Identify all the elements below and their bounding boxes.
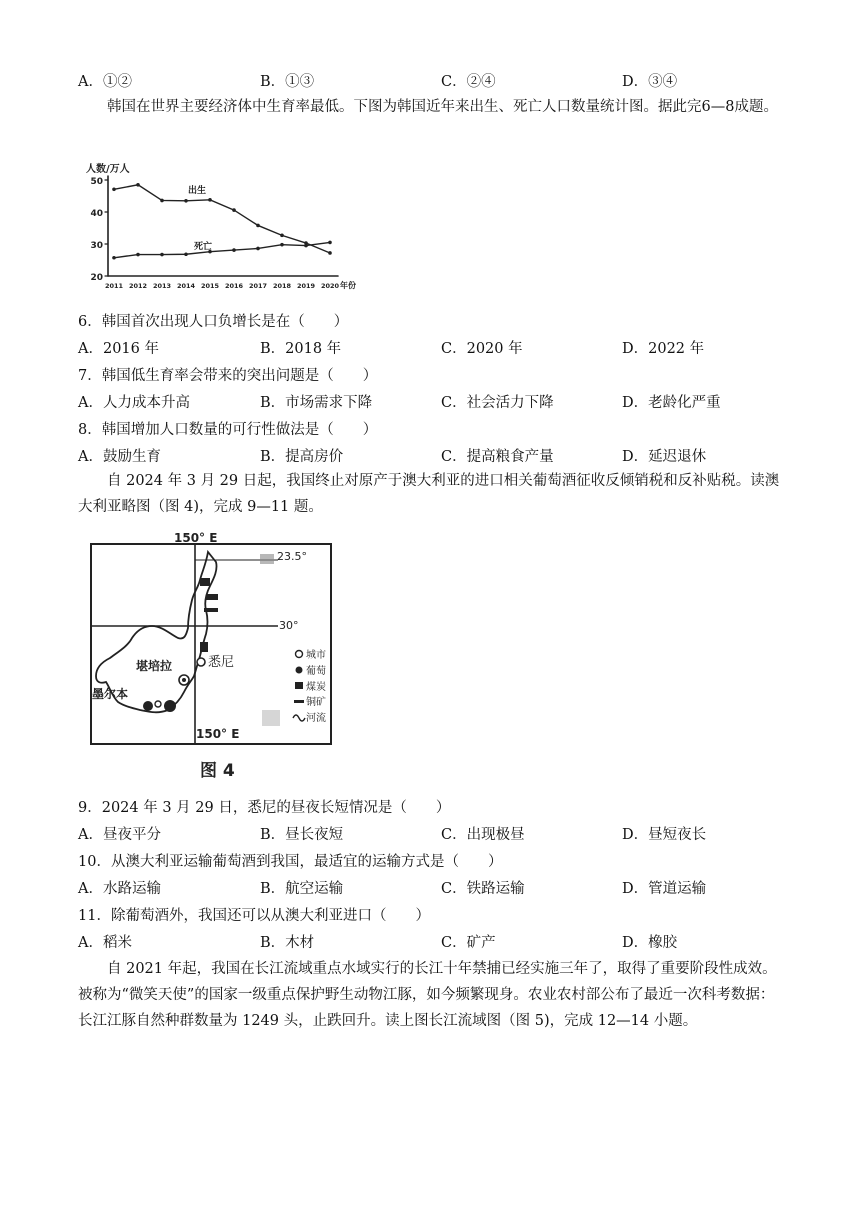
data-point: [184, 252, 188, 256]
q11-option-c: C．矿产: [441, 935, 496, 951]
city-sydney-icon: [197, 658, 205, 666]
x-tick-label: 2017: [248, 282, 268, 290]
data-point: [136, 183, 140, 187]
x-axis-label: 年份: [340, 281, 356, 290]
data-point: [256, 247, 260, 251]
data-point: [112, 187, 116, 191]
q8-option-d: D．延迟退休: [622, 449, 707, 465]
x-tick-label: 2012: [128, 282, 148, 290]
series-label-birth: 出生: [188, 185, 207, 196]
data-point: [232, 208, 236, 212]
q9-option-d: D．昼短夜长: [622, 827, 707, 843]
label-lat-mid: 30°: [279, 619, 299, 632]
data-point: [112, 256, 116, 260]
data-point: [256, 224, 260, 228]
legend-grape-icon: [296, 667, 303, 674]
korea-intro-paragraph: 韩国在世界主要经济体中生育率最低。下图为韩国近年来出生、死亡人口数量统计图。据此完6—8成题。: [107, 99, 778, 115]
y-tick-label: 20: [90, 273, 103, 283]
data-point: [160, 253, 164, 257]
q11-option-a: A．稻米: [78, 935, 132, 951]
q7-option-b: B．市场需求下降: [260, 395, 373, 411]
copper-icon: [204, 608, 218, 612]
q5-option-a: A．①②: [78, 74, 132, 90]
legend-river-icon: [293, 715, 305, 721]
q10-option-a: A．水路运输: [78, 881, 161, 897]
korea-birth-death-chart: [80, 160, 370, 294]
q6-option-a: A．2016 年: [78, 341, 159, 357]
q10-option-d: D．管道运输: [622, 881, 707, 897]
q10-option-b: B．航空运输: [260, 881, 344, 897]
x-tick-label: 2013: [152, 282, 172, 290]
q10-option-c: C．铁路运输: [441, 881, 525, 897]
data-point: [280, 234, 284, 238]
legend-river-label: 河流: [306, 713, 326, 724]
q8-option-a: A．鼓励生育: [78, 449, 161, 465]
grape-region-icon-east: [179, 675, 189, 685]
x-tick-label: 2019: [296, 282, 316, 290]
q5-option-c: C．②④: [441, 74, 496, 90]
label-top-lon: 150° E: [174, 531, 218, 545]
coal-icon-1: [200, 578, 210, 586]
legend-copper-icon: [294, 700, 304, 703]
q11-option-d: D．橡胶: [622, 935, 678, 951]
australia-map: [88, 530, 338, 780]
q7-stem: 7．韩国低生育率会带来的突出问题是（ ）: [78, 368, 378, 384]
y-tick-label: 50: [90, 177, 103, 187]
y-tick-label: 30: [90, 241, 103, 251]
legend-city-icon: [296, 651, 303, 658]
y-tick-label: 40: [90, 209, 103, 219]
q8-stem: 8．韩国增加人口数量的可行性做法是（ ）: [78, 422, 378, 438]
map-legend: [293, 648, 326, 724]
y-axis-label: 人数/万人: [86, 164, 130, 175]
q6-option-d: D．2022 年: [622, 341, 705, 357]
legend-coal-label: 煤炭: [306, 682, 326, 693]
data-point: [184, 199, 188, 203]
coal-icon-3: [200, 642, 208, 652]
q5-option-d: D．③④: [622, 74, 678, 90]
x-tick-label: 2015: [200, 282, 220, 290]
q11-stem: 11．除葡萄酒外，我国还可以从澳大利亚进口（ ）: [78, 908, 430, 924]
label-canberra: 堪培拉: [136, 659, 173, 673]
q7-option-c: C．社会活力下降: [441, 395, 554, 411]
x-tick-label: 2014: [176, 282, 196, 290]
map-caption: 图 4: [200, 761, 235, 780]
q9-option-c: C．出现极昼: [441, 827, 525, 843]
q7-option-d: D．老龄化严重: [622, 395, 721, 411]
q9-option-a: A．昼夜平分: [78, 827, 161, 843]
series-line-birth: [114, 185, 330, 253]
data-point: [328, 251, 332, 255]
q8-option-b: B．提高房价: [260, 449, 344, 465]
q11-option-b: B．木材: [260, 935, 315, 951]
legend-grape-label: 葡萄: [306, 666, 326, 677]
label-melbourne: 墨尔本: [92, 687, 129, 701]
data-point: [232, 248, 236, 252]
legend-coal-icon: [295, 682, 303, 689]
q9-option-b: B．昼长夜短: [260, 827, 344, 843]
q9-stem: 9．2024 年 3 月 29 日，悉尼的昼夜长短情况是（ ）: [78, 800, 451, 816]
data-point: [136, 253, 140, 257]
data-point: [280, 243, 284, 247]
coal-icon-2: [206, 594, 218, 600]
x-tick-label: 2018: [272, 282, 292, 290]
q5-option-b: B．①③: [260, 74, 315, 90]
reef-texture-patch: [260, 554, 274, 564]
q6-option-b: B．2018 年: [260, 341, 342, 357]
label-sydney: 悉尼: [208, 655, 235, 670]
series-line-death: [114, 242, 330, 257]
yangtze-intro-paragraph: 自 2021 年起，我国在长江流域重点水域实行的长江十年禁捕已经实施三年了，取得了重要阶段性成效。被称为“微笑天使”的国家一级重点保护野生动物江豚，如今频繁现身。农业农村部公布了最近一次科考数据：长江江豚自然种群数量为 1249 头，止跌回升。读上图长江流域图（图 5)，完成 12—14 小题。: [78, 961, 777, 1029]
q6-stem: 6．韩国首次出现人口负增长是在（ ）: [78, 314, 349, 330]
data-point: [160, 199, 164, 203]
label-bottom-lon: 150° E: [196, 727, 240, 741]
legend-city-label: 城市: [306, 650, 326, 661]
x-tick-label: 2016: [224, 282, 244, 290]
legend-copper-label: 铜矿: [306, 697, 326, 708]
q8-option-c: C．提高粮食产量: [441, 449, 554, 465]
australia-intro-paragraph: 自 2024 年 3 月 29 日起，我国终止对原产于澳大利亚的进口相关葡萄酒征收反倾销税和反补贴税。读澳大利亚略图（图 4)，完成 9—11 题。: [78, 473, 780, 515]
label-lat-top: 23.5°: [277, 550, 307, 563]
q10-stem: 10．从澳大利亚运输葡萄酒到我国，最适宜的运输方式是（ ）: [78, 854, 503, 870]
x-tick-label: 2020: [320, 282, 340, 290]
data-point: [304, 244, 308, 248]
x-tick-label: 2011: [104, 282, 124, 290]
data-point: [328, 241, 332, 245]
grape-region-icon-south: [143, 700, 176, 712]
q7-option-a: A．人力成本升高: [78, 395, 190, 411]
series-label-death: 死亡: [194, 242, 213, 253]
sea-texture-patch: [262, 710, 280, 726]
q6-option-c: C．2020 年: [441, 341, 523, 357]
data-point: [208, 198, 212, 202]
